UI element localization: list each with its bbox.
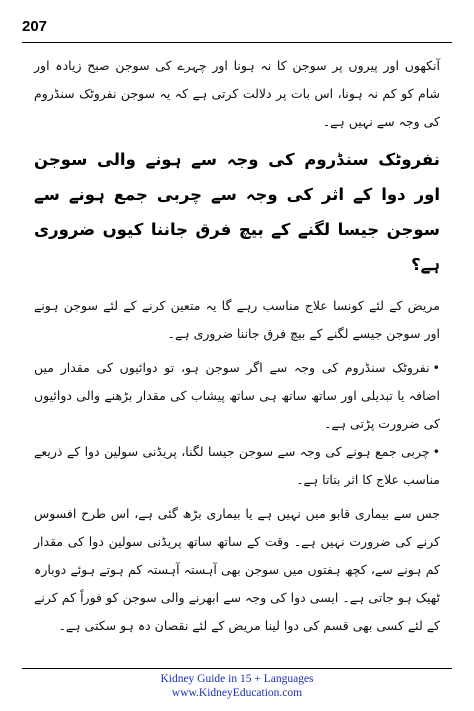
intro-paragraph: آنکھوں اور پیروں پر سوجن کا نہ ہونا اور چہرے کی سوجن صبح زیادہ اور شام کو کم نہ ہونا، اس بات پر دلالت کرتی ہے کہ یہ سوجن نفروٹک سنڈروم کی وجہ سے نہیں ہے۔ bbox=[34, 58, 440, 129]
bullet-item-fat-swelling bbox=[34, 438, 440, 494]
page-content bbox=[34, 52, 440, 646]
footer-guide-title: Kidney Guide in 15 + Languages bbox=[160, 673, 314, 685]
header-divider bbox=[22, 42, 452, 43]
bullet-marker: • bbox=[432, 444, 440, 459]
bullet-list bbox=[34, 354, 440, 494]
bullet-text: چربی جمع ہونے کی وجہ سے سوجن جیسا لگنا، پریڈنی سولین دوا کے ذریعے مناسب علاج کا اثر بتاتا ہے۔ bbox=[34, 444, 440, 487]
bullet-marker: • bbox=[432, 360, 440, 375]
footer bbox=[0, 672, 474, 700]
paragraph-reassurance: جس سے بیماری قابو میں نہیں ہے یا بیماری بڑھ گئی ہے، اس طرح افسوس کرنے کی ضرورت نہیں ہے۔ وقت کے ساتھ ساتھ پریڈنی سولین دوا کی مقدار کم ہونے سے، کچھ ہفتوں میں سوجن بھی آہستہ آہستہ کم ہوتے ہوئے دوبارہ ٹھیک ہو جاتی ہے۔ ایسی دوا کی وجہ سے ابھرنے والی سوجن کو فوراً کم کرنے کے لئے کسی بھی قسم کی دوا لینا مریض کے لئے نقصان دہ ہو سکتی ہے۔ bbox=[34, 506, 440, 633]
footer-divider bbox=[22, 668, 452, 669]
section-heading: نفروٹک سنڈروم کی وجہ سے ہونے والی سوجن اور دوا کے اثر کی وجہ سے چربی جمع ہونے سے سوجن جیسا لگنے کے بیچ فرق جاننا کیوں ضروری ہے؟ bbox=[34, 150, 440, 274]
bullet-item-nephrotic-swelling bbox=[34, 354, 440, 438]
paragraph-treatment-difference: مریض کے لئے کونسا علاج مناسب رہے گا یہ متعین کرنے کے لئے سوجن ہونے اور سوجن جیسے لگنے کے بیچ فرق جاننا ضروری ہے۔ bbox=[34, 298, 440, 341]
bullet-text: نفروٹک سنڈروم کی وجہ سے اگر سوجن ہو، تو دوائیوں کی مقدار میں اضافہ یا تبدیلی اور ساتھ ساتھ ہی ساتھ پیشاب کی مقدار بڑھنے والی دوائیوں کی ضرورت پڑتی ہے۔ bbox=[34, 360, 440, 431]
page-number: 207 bbox=[22, 18, 48, 35]
footer-website-link[interactable]: www.KidneyEducation.com bbox=[171, 687, 303, 699]
